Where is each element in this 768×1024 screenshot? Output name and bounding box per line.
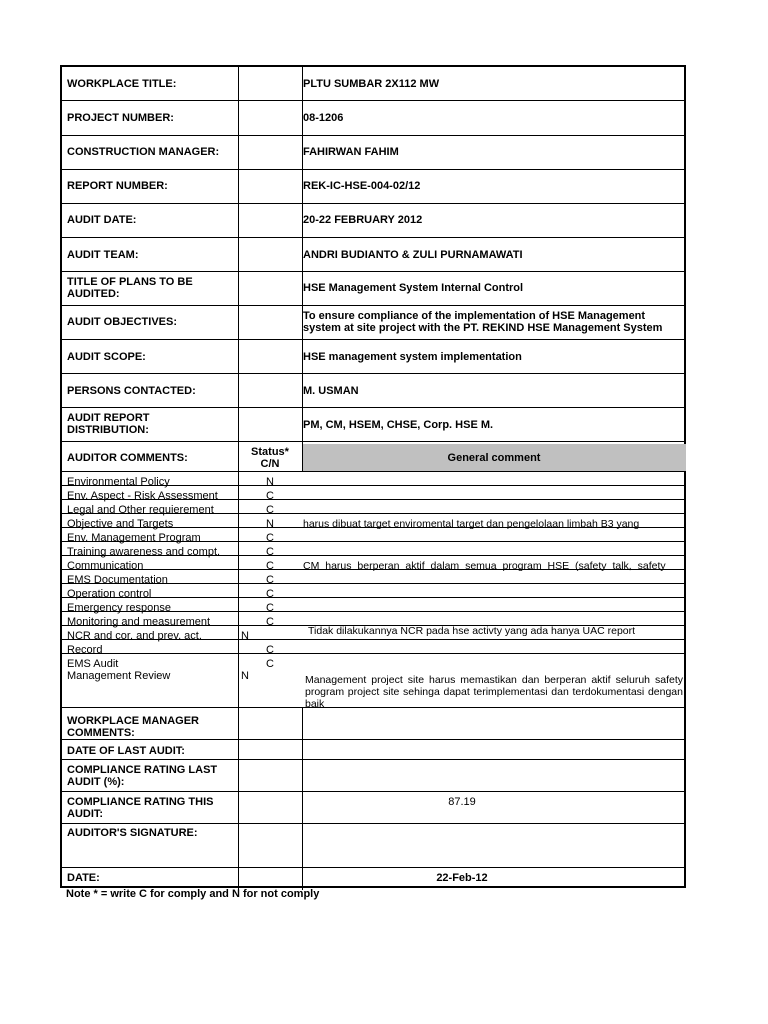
status-cell: C bbox=[266, 532, 274, 544]
status-cell: N bbox=[241, 670, 249, 682]
list-item: Management Review bbox=[67, 670, 171, 682]
footnote: Note * = write C for comply and N for not comply bbox=[66, 888, 320, 900]
label-audit-team: AUDIT TEAM: bbox=[67, 249, 139, 261]
row-divider bbox=[62, 135, 686, 136]
label-compliance-this: COMPLIANCE RATING THIS AUDIT: bbox=[67, 796, 214, 820]
row-divider bbox=[62, 305, 686, 306]
row-divider bbox=[62, 597, 686, 598]
status-header: Status* bbox=[251, 446, 289, 458]
row-divider bbox=[62, 759, 686, 760]
status-cell: C bbox=[266, 546, 274, 558]
label-auditor-signature: AUDITOR'S SIGNATURE: bbox=[67, 827, 198, 839]
label-auditor-comments: AUDITOR COMMENTS: bbox=[67, 452, 188, 464]
value-report-number: REK-IC-HSE-004-02/12 bbox=[303, 180, 421, 192]
status-cell: N bbox=[241, 630, 249, 642]
status-cell: C bbox=[266, 504, 274, 516]
status-cell: C bbox=[266, 560, 274, 572]
list-item: Env. Management Program bbox=[67, 532, 201, 544]
row-divider bbox=[62, 237, 686, 238]
value-workplace-title: PLTU SUMBAR 2X112 MW bbox=[303, 78, 440, 90]
row-divider bbox=[62, 169, 686, 170]
label-compliance-last: COMPLIANCE RATING LAST AUDIT (%): bbox=[67, 764, 218, 788]
row-divider bbox=[62, 203, 686, 204]
value-audit-scope: HSE management system implementation bbox=[303, 351, 522, 363]
list-item: Operation control bbox=[67, 588, 152, 600]
list-item: Objective and Targets bbox=[67, 518, 174, 530]
value-title-of-plans: HSE Management System Internal Control bbox=[303, 282, 524, 294]
row-divider bbox=[62, 339, 686, 340]
comment-cell: harus dibuat target enviromental target dan pengelolaan limbah B3 yang bbox=[303, 518, 640, 530]
row-divider bbox=[62, 471, 686, 472]
status-cell: C bbox=[266, 616, 274, 628]
row-divider bbox=[62, 791, 686, 792]
value-construction-manager: FAHIRWAN FAHIM bbox=[303, 146, 399, 158]
label-audit-objectives: AUDIT OBJECTIVES: bbox=[67, 316, 178, 328]
list-item: Environmental Policy bbox=[67, 476, 170, 488]
value-audit-date: 20-22 FEBRUARY 2012 bbox=[303, 214, 423, 226]
label-workplace-title: WORKPLACE TITLE: bbox=[67, 78, 177, 90]
label-audit-date: AUDIT DATE: bbox=[67, 214, 137, 226]
row-divider bbox=[62, 271, 686, 272]
status-cell: C bbox=[266, 490, 274, 502]
list-item: EMS Audit bbox=[67, 658, 119, 670]
list-item: Env. Aspect - Risk Assessment bbox=[67, 490, 218, 502]
list-item: NCR and cor. and prev. act. bbox=[67, 630, 202, 642]
row-divider bbox=[62, 867, 686, 868]
value-date: 22-Feb-12 bbox=[436, 872, 488, 884]
list-item: Record bbox=[67, 644, 103, 656]
status-cell: C bbox=[266, 588, 274, 600]
list-item: Communication bbox=[67, 560, 144, 572]
list-item: Training awareness and compt. bbox=[67, 546, 221, 558]
row-divider bbox=[62, 441, 686, 442]
row-divider bbox=[62, 823, 686, 824]
label-audit-scope: AUDIT SCOPE: bbox=[67, 351, 146, 363]
value-project-number: 08-1206 bbox=[303, 112, 344, 124]
row-divider bbox=[62, 373, 686, 374]
comment-cell: CM harus berperan aktif dalam semua program HSE (safety talk, safety bbox=[303, 560, 666, 572]
value-audit-team: ANDRI BUDIANTO & ZULI PURNAMAWATI bbox=[303, 249, 523, 261]
list-item: EMS Documentation bbox=[67, 574, 168, 586]
status-subheader: C/N bbox=[260, 458, 280, 470]
label-persons-contacted: PERSONS CONTACTED: bbox=[67, 385, 196, 397]
value-compliance-this: 87.19 bbox=[448, 796, 476, 808]
label-workplace-manager-comments: WORKPLACE MANAGER COMMENTS: bbox=[67, 715, 199, 739]
value-report-distribution: PM, CM, HSEM, CHSE, Corp. HSE M. bbox=[303, 419, 494, 431]
value-persons-contacted: M. USMAN bbox=[303, 385, 359, 397]
label-date: DATE: bbox=[67, 872, 100, 884]
list-item: Legal and Other requierement bbox=[67, 504, 214, 516]
label-date-of-last-audit: DATE OF LAST AUDIT: bbox=[67, 745, 185, 757]
row-divider bbox=[62, 739, 686, 740]
status-cell: C bbox=[266, 602, 274, 614]
label-project-number: PROJECT NUMBER: bbox=[67, 112, 174, 124]
label-report-distribution: AUDIT REPORT DISTRIBUTION: bbox=[67, 412, 150, 436]
list-item: Emergency response bbox=[67, 602, 171, 614]
label-report-number: REPORT NUMBER: bbox=[67, 180, 168, 192]
status-cell: N bbox=[266, 518, 274, 530]
row-divider bbox=[62, 407, 686, 408]
row-divider bbox=[62, 653, 686, 654]
value-audit-objectives: To ensure compliance of the implementation of HSE Management system at site project with the PT. REKIND HSE Management System bbox=[303, 310, 663, 334]
general-comment-header: General comment bbox=[447, 452, 541, 464]
comment-cell: Tidak dilakukannya NCR pada hse activty yang ada hanya UAC report bbox=[308, 625, 636, 637]
status-cell: N bbox=[266, 476, 274, 488]
row-divider bbox=[62, 100, 686, 101]
comment-cell: Management project site harus memastikan dan berperan aktif seluruh safety program project site sehinga dapat terimplementasi dan terdokumentasi dengan baik bbox=[305, 674, 683, 710]
status-cell: C bbox=[266, 644, 274, 656]
list-item: Monitoring and measurement bbox=[67, 616, 211, 628]
status-cell: C bbox=[266, 574, 274, 586]
label-title-of-plans: TITLE OF PLANS TO BE AUDITED: bbox=[67, 276, 193, 300]
label-construction-manager: CONSTRUCTION MANAGER: bbox=[67, 146, 220, 158]
status-cell: C bbox=[266, 658, 274, 670]
audit-report-form bbox=[60, 65, 686, 888]
